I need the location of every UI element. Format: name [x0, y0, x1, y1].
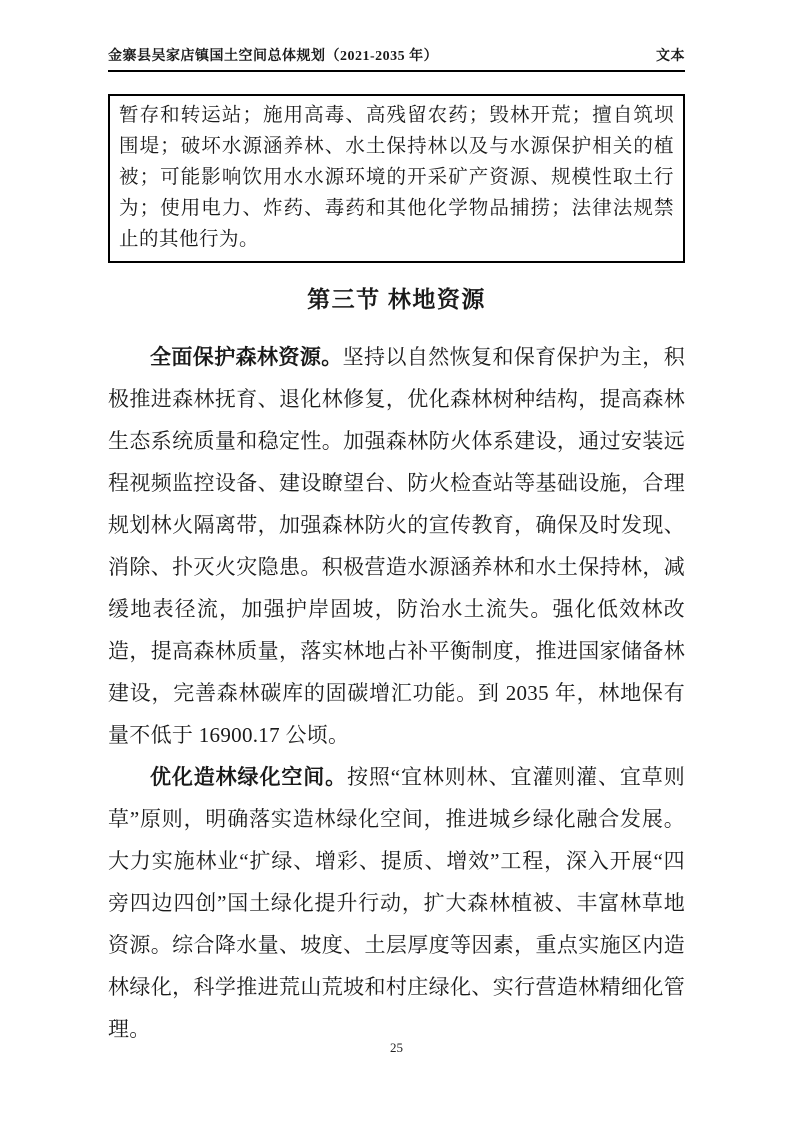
paragraph-afforestation-space [108, 756, 685, 1050]
header-doc-type: 文本 [656, 49, 685, 64]
page-header [108, 45, 685, 72]
paragraph-forest-protection [108, 336, 685, 756]
page-number: 25 [390, 1040, 403, 1055]
paragraph-lead: 优化造林绿化空间。 [150, 765, 348, 789]
header-title: 金寨县吴家店镇国土空间总体规划（2021-2035 年） [108, 49, 439, 64]
paragraph-body: 按照“宜林则林、宜灌则灌、宜草则草”原则，明确落实造林绿化空间，推进城乡绿化融合发展。大力实施林业“扩绿、增彩、提质、增效”工程，深入开展“四旁四边四创”国土绿化提升行动，扩大森林植被、丰富林草地资源。综合降水量、坡度、土层厚度等因素，重点实施区内造林绿化，科学推进荒山荒坡和村庄绿化、实行营造林精细化管理。 [108, 765, 685, 1041]
paragraph-body: 坚持以自然恢复和保育保护为主，积极推进森林抚育、退化林修复，优化森林树种结构，提高森林生态系统质量和稳定性。加强森林防火体系建设，通过安装远程视频监控设备、建设瞭望台、防火检查站等基础设施，合理规划林火隔离带，加强森林防火的宣传教育，确保及时发现、消除、扑灭火灾隐患。积极营造水源涵养林和水土保持林，减缓地表径流，加强护岸固坡，防治水土流失。强化低效林改造，提高森林质量，落实林地占补平衡制度，推进国家储备林建设，完善森林碳库的固碳增汇功能。到 2035 年，林地保有量不低于 16900.17 公顷。 [108, 345, 685, 747]
regulation-box: 暂存和转运站；施用高毒、高残留农药；毁林开荒；擅自筑坝围堤；破坏水源涵养林、水土保持林以及与水源保护相关的植被；可能影响饮用水水源环境的开采矿产资源、规模性取土行为；使用电力、炸药、毒药和其他化学物品捕捞；法律法规禁止的其他行为。 [108, 94, 685, 263]
section-title: 第三节 林地资源 [307, 287, 486, 312]
paragraph-lead: 全面保护森林资源。 [150, 345, 343, 369]
